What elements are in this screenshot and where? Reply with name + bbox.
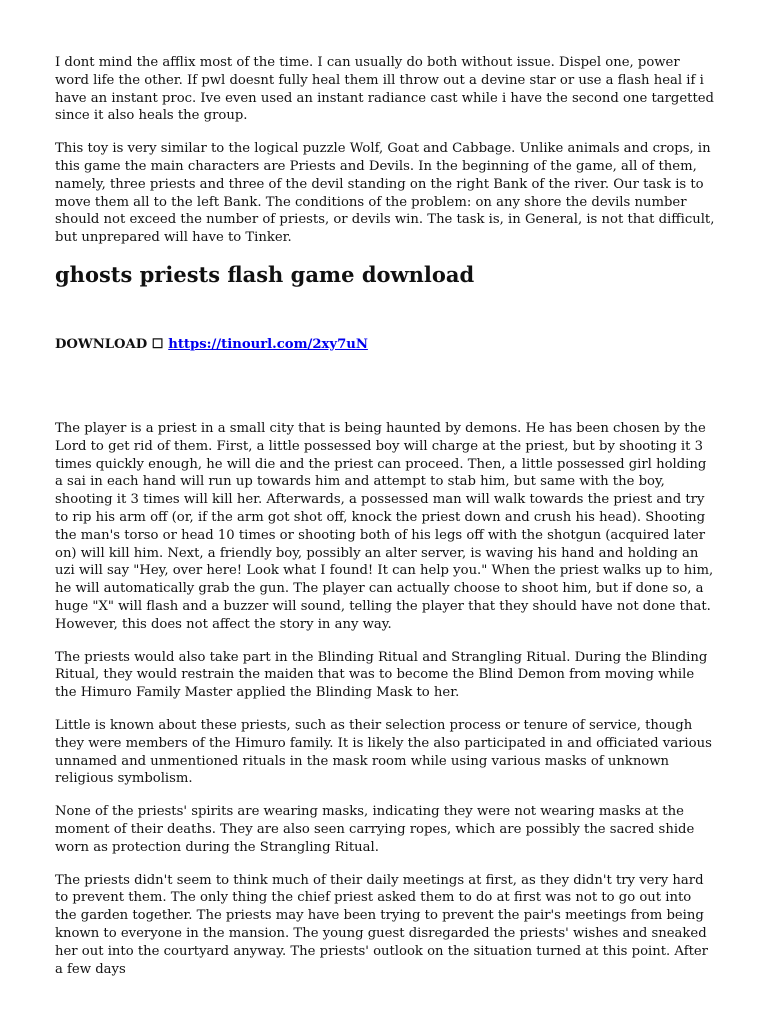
- body-paragraph-2: The priests would also take part in the Blinding Ritual and Strangling Ritual. During the Blinding Ritual, they would restrain the maiden that was to become the Blind Demon from moving while the Himuro Family Master applied the Blinding Mask to her.: [55, 649, 708, 701]
- page-heading: ghosts priests flash game download: [55, 261, 475, 287]
- intro-paragraph-1: I dont mind the afflix most of the time. I can usually do both without issue. Dispel one, power word life the other. If pwl doesnt fully heal them ill throw out a devine star or use a flash heal if i have an instant proc. Ive even used an instant radiance cast while i have the second one targetted since it also heals the group.: [55, 55, 714, 124]
- body-paragraph-5: The priests didn't seem to think much of their daily meetings at first, as they didn't try very hard to prevent them. The only thing the chief priest asked them to do at first was not to go out into the garden together. The priests may have been trying to prevent the pair's meetings from being known to everyone in the mansion. The young guest disregarded the priests' wishes and sneaked her out into the courtyard anyway. The priests' outlook on the situation turned at this point. After a few days: [55, 872, 708, 977]
- body-paragraph-4: None of the priests' spirits are wearing masks, indicating they were not wearing masks at the moment of their deaths. They are also seen carrying ropes, which are possibly the sacred shide worn as protection during the Strangling Ritual.: [55, 804, 695, 855]
- download-line: [55, 336, 368, 354]
- download-label: DOWNLOAD ☐: [55, 337, 164, 352]
- body-paragraph-3: Little is known about these priests, such as their selection process or tenure of service, though they were members of the Himuro family. It is likely the also participated in and officiated various unnamed and unmentioned rituals in the mask room while using various masks of unknown religious symbolism.: [55, 717, 712, 787]
- download-link[interactable]: https://tinourl.com/2xy7uN: [168, 337, 368, 352]
- intro-paragraph-2: This toy is very similar to the logical puzzle Wolf, Goat and Cabbage. Unlike animals and crops, in this game the main characters are Priests and Devils. In the beginning of the game, all of them, namely, three priests and three of the devil standing on the right Bank of the river. Our task is to move them all to the left Bank. The conditions of the problem: on any shore the devils number should not exceed the number of priests, or devils win. The task is, in General, is not that difficult, but unprepared will have to Tinker.: [55, 141, 715, 246]
- body-paragraph-1: The player is a priest in a small city that is being haunted by demons. He has been chosen by the Lord to get rid of them. First, a little possessed boy will charge at the priest, but by shooting it 3 times quickly enough, he will die and the priest can proceed. Then, a little possessed girl holding a sai in each hand will run up towards him and attempt to stab him, but same with the boy, shooting it 3 times will kill her. Afterwards, a possessed man will walk towards the priest and try to rip his arm off (or, if the arm got shot off, knock the priest down and crush his head). Shooting the man's torso or head 10 times or shooting both of his legs off with the shotgun (acquired later on) will kill him. Next, a friendly boy, possibly an alter server, is waving his hand and holding an uzi will say "Hey, over here! Look what I found! It can help you." When the priest walks up to him, he will automatically grab the gun. The player can actually choose to shoot him, but if done so, a huge "X" will flash and a buzzer will sound, telling the player that they should have not done that. However, this does not affect the story in any way.: [55, 421, 714, 632]
- article-body: [55, 420, 715, 993]
- intro-section: [55, 54, 715, 289]
